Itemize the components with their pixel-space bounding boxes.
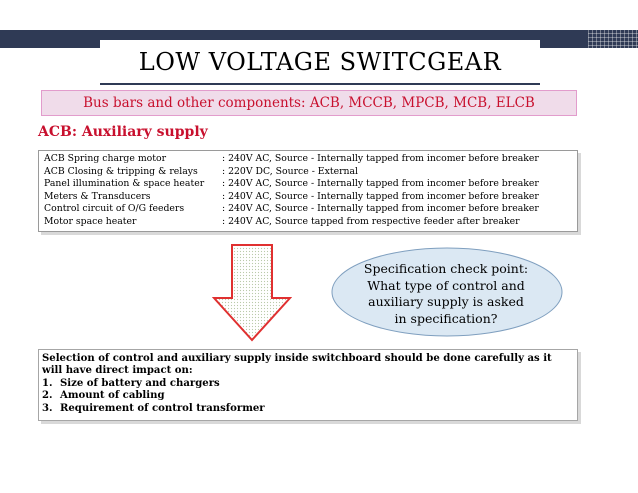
auxiliary-supply-table [38, 150, 578, 232]
row-spec: : 240V AC, Source - Internally tapped from incomer before breaker [222, 190, 539, 202]
row-spec: : 240V AC, Source tapped from respective feeder after breaker [222, 215, 520, 227]
row-spec: : 240V AC, Source - Internally tapped from incomer before breaker [222, 153, 539, 164]
table-row [44, 216, 572, 229]
list-text: Requirement of control transformer [60, 402, 265, 414]
list-text: Amount of cabling [60, 390, 165, 402]
list-number: 3. [42, 402, 53, 414]
callout-line: What type of control and [367, 277, 525, 293]
section-heading: ACB: Auxiliary supply [38, 124, 208, 140]
conclusion-box [38, 349, 578, 421]
row-item: ACB Closing & tripping & relays [44, 165, 198, 177]
list-number: 2. [42, 390, 53, 402]
callout-line: in specification? [394, 310, 498, 326]
row-spec: : 240V AC, Source - Internally tapped from incomer before breaker [222, 203, 539, 215]
list-item [42, 403, 574, 415]
conclusion-intro-2: will have direct impact on: [42, 365, 193, 377]
row-item: Panel illumination & space heater [44, 178, 205, 190]
list-text: Size of battery and chargers [60, 377, 220, 389]
subtitle-banner [41, 90, 577, 116]
callout-line: auxiliary supply is asked [368, 294, 524, 309]
list-number: 1. [42, 377, 53, 389]
list-item [42, 378, 574, 390]
row-item: Motor space heater [44, 215, 137, 227]
row-item: ACB Spring charge motor [44, 153, 167, 164]
row-spec: : 220V DC, Source - External [222, 165, 359, 177]
row-item: Control circuit of O/G feeders [44, 203, 185, 215]
slide-title-text: LOW VOLTAGE SWITCGEAR [138, 48, 502, 76]
list-item [42, 390, 574, 402]
row-item: Meters & Transducers [44, 190, 151, 202]
table-row [44, 153, 572, 166]
down-arrow-icon [212, 244, 292, 342]
callout-line: Specification check point: [363, 261, 529, 276]
header-pattern [588, 30, 638, 48]
table-row [44, 178, 572, 191]
subtitle-text: Bus bars and other components: ACB, MCCB, MPCB, MCB, ELCB [83, 95, 535, 111]
conclusion-intro-1: Selection of control and auxiliary supply inside switchboard should be done carefully as it [42, 353, 552, 364]
table-row [44, 166, 572, 179]
table-row [44, 191, 572, 204]
row-spec: : 240V AC, Source - Internally tapped from incomer before breaker [222, 178, 539, 190]
slide-title [100, 40, 540, 84]
table-row [44, 203, 572, 216]
title-underline [100, 83, 540, 85]
callout-text [356, 261, 536, 327]
